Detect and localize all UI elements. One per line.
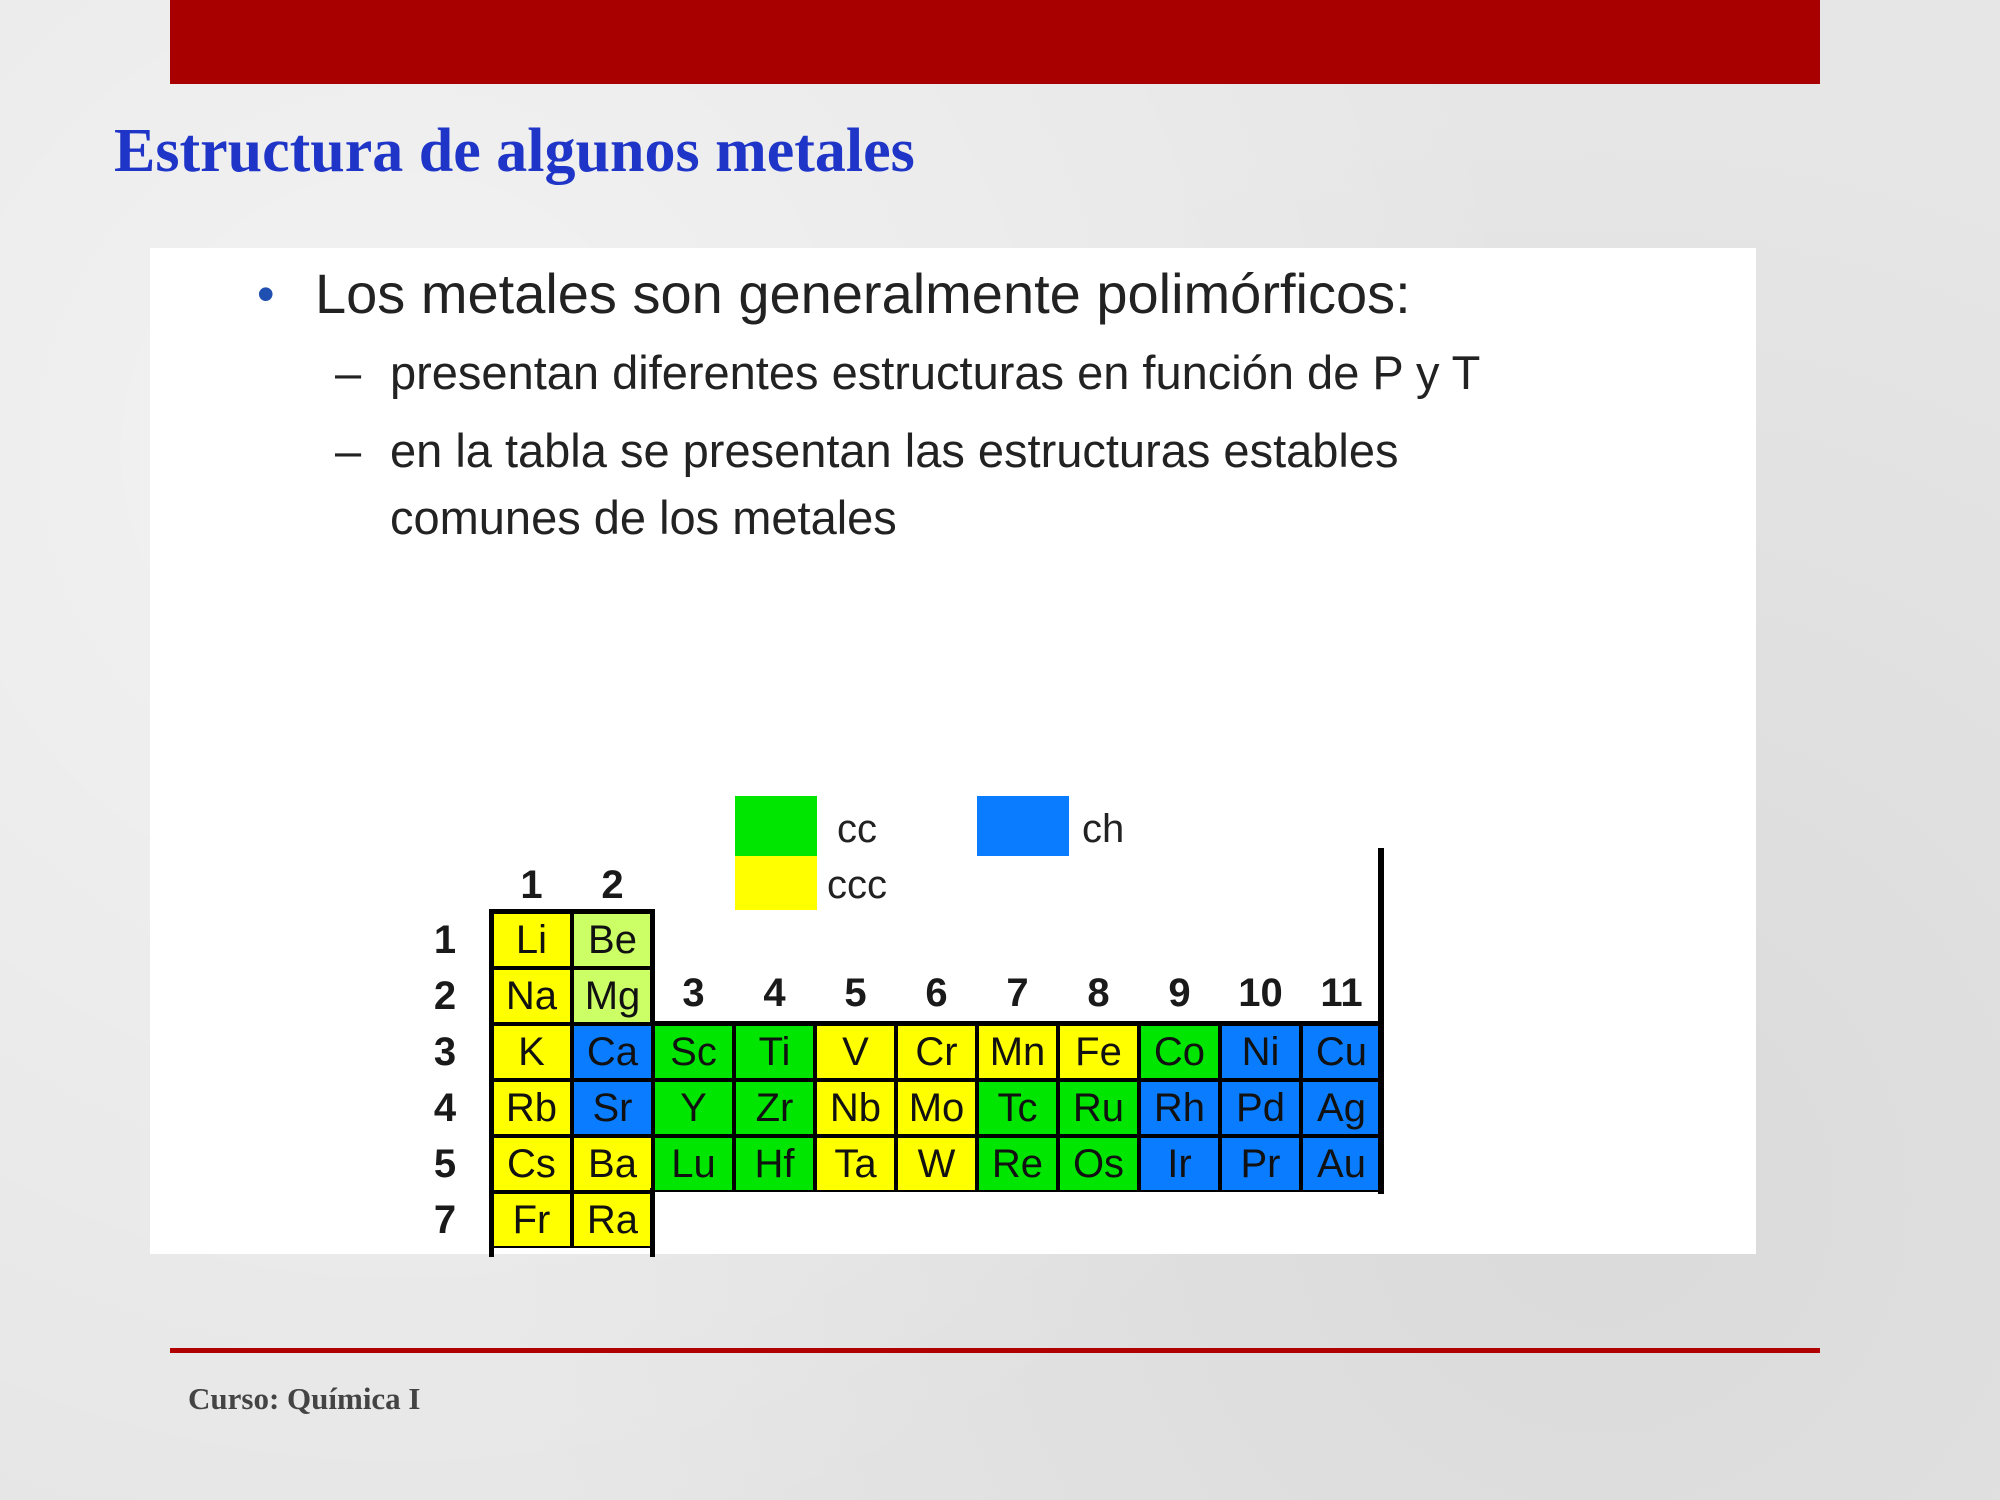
group-label-4: 4 xyxy=(763,971,786,1015)
content-panel xyxy=(150,248,1756,1254)
element-cell-os: Os xyxy=(1058,1136,1139,1192)
legend-swatch-ccc xyxy=(735,856,817,910)
element-cell-tc: Tc xyxy=(977,1080,1058,1136)
element-cell-pd: Pd xyxy=(1220,1080,1301,1136)
element-cell-v: V xyxy=(815,1024,896,1080)
slide-title: Estructura de algunos metales xyxy=(114,117,915,185)
element-cell-na: Na xyxy=(491,968,572,1024)
sub-bullet-1 xyxy=(335,340,1480,406)
table-frame-line xyxy=(650,909,655,1025)
period-label-1: 1 xyxy=(433,918,457,962)
legend-swatch-ch xyxy=(977,796,1069,856)
sub-bullet-2-text: en la tabla se presentan las estructuras estables xyxy=(390,424,1399,477)
element-cell-cs: Cs xyxy=(491,1136,572,1192)
legend-swatch-cc xyxy=(735,796,817,856)
element-cell-ni: Ni xyxy=(1220,1024,1301,1080)
element-cell-ra: Ra xyxy=(572,1192,653,1248)
table-frame-line xyxy=(1378,848,1384,1194)
group-label-2: 2 xyxy=(601,863,624,907)
element-cell-re: Re xyxy=(977,1136,1058,1192)
element-cell-rh: Rh xyxy=(1139,1080,1220,1136)
period-label-4: 4 xyxy=(433,1086,457,1130)
sub-bullet-2 xyxy=(335,418,1398,484)
sub-bullet-2-continuation: comunes de los metales xyxy=(390,491,897,544)
group-label-3: 3 xyxy=(682,971,705,1015)
table-frame-line xyxy=(650,1188,655,1257)
element-cell-w: W xyxy=(896,1136,977,1192)
group-label-8: 8 xyxy=(1087,971,1110,1015)
table-frame-line xyxy=(489,909,494,1257)
main-bullet xyxy=(257,256,1411,332)
element-cell-sc: Sc xyxy=(653,1024,734,1080)
element-cell-mg: Mg xyxy=(572,968,653,1024)
element-cell-be: Be xyxy=(572,912,653,968)
group-label-7: 7 xyxy=(1006,971,1029,1015)
group-label-10: 10 xyxy=(1238,971,1283,1015)
element-cell-k: K xyxy=(491,1024,572,1080)
element-cell-fr: Fr xyxy=(491,1192,572,1248)
group-label-6: 6 xyxy=(925,971,948,1015)
top-accent-bar xyxy=(170,0,1820,84)
element-cell-ca: Ca xyxy=(572,1024,653,1080)
footer-divider xyxy=(170,1348,1820,1353)
legend-label-cc: cc xyxy=(837,807,877,851)
element-cell-nb: Nb xyxy=(815,1080,896,1136)
period-label-5: 5 xyxy=(433,1142,457,1186)
table-frame-line xyxy=(489,909,655,914)
element-cell-cu: Cu xyxy=(1301,1024,1382,1080)
group-label-1: 1 xyxy=(520,863,543,907)
sub-bullet-1-text: presentan diferentes estructuras en función de P y T xyxy=(390,346,1481,399)
element-cell-cr: Cr xyxy=(896,1024,977,1080)
element-cell-pr: Pr xyxy=(1220,1136,1301,1192)
element-cell-mn: Mn xyxy=(977,1024,1058,1080)
legend-label-ch: ch xyxy=(1082,807,1125,851)
element-cell-y: Y xyxy=(653,1080,734,1136)
group-label-5: 5 xyxy=(844,971,867,1015)
element-cell-ba: Ba xyxy=(572,1136,653,1192)
element-cell-co: Co xyxy=(1139,1024,1220,1080)
element-cell-ta: Ta xyxy=(815,1136,896,1192)
legend-label-ccc: ccc xyxy=(827,863,887,907)
bullet-dot-icon: • xyxy=(257,266,275,322)
element-cell-ru: Ru xyxy=(1058,1080,1139,1136)
element-cell-rb: Rb xyxy=(491,1080,572,1136)
period-label-3: 3 xyxy=(433,1030,457,1074)
element-cell-fe: Fe xyxy=(1058,1024,1139,1080)
element-cell-ag: Ag xyxy=(1301,1080,1382,1136)
period-label-7: 7 xyxy=(433,1198,457,1242)
element-cell-au: Au xyxy=(1301,1136,1382,1192)
main-bullet-text: Los metales son generalmente polimórficos: xyxy=(315,262,1411,325)
group-label-9: 9 xyxy=(1168,971,1191,1015)
dash-icon: – xyxy=(335,346,362,399)
element-cell-sr: Sr xyxy=(572,1080,653,1136)
table-frame-line xyxy=(650,1021,1380,1026)
element-cell-hf: Hf xyxy=(734,1136,815,1192)
element-cell-mo: Mo xyxy=(896,1080,977,1136)
element-cell-zr: Zr xyxy=(734,1080,815,1136)
footer-course-label: Curso: Química I xyxy=(188,1381,421,1416)
element-cell-ir: Ir xyxy=(1139,1136,1220,1192)
element-cell-lu: Lu xyxy=(653,1136,734,1192)
dash-icon: – xyxy=(335,424,362,477)
element-cell-li: Li xyxy=(491,912,572,968)
period-label-2: 2 xyxy=(433,974,457,1018)
group-label-11: 11 xyxy=(1320,971,1363,1015)
element-cell-ti: Ti xyxy=(734,1024,815,1080)
